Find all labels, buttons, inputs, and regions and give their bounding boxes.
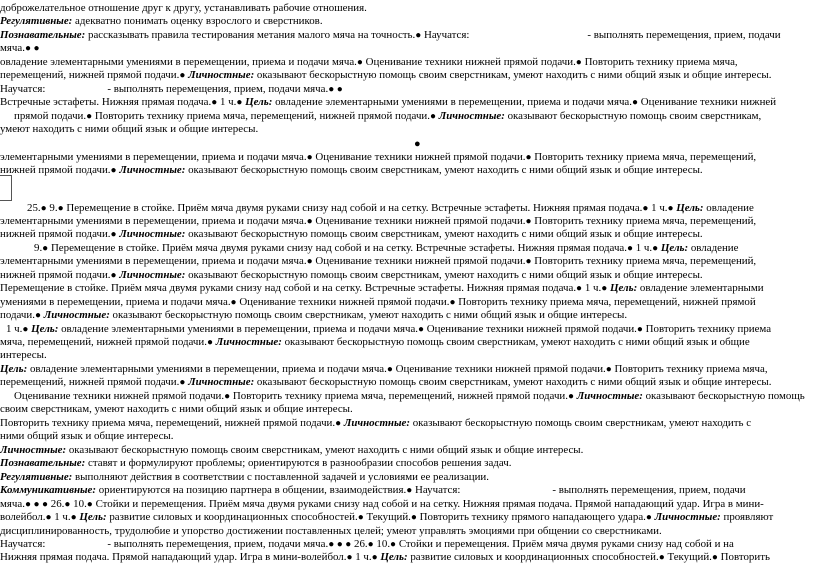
text-run: ориентируются на позицию партнера в общении, взаимодействия. xyxy=(96,484,407,496)
text-run: перемещений, нижней прямой подачи. xyxy=(0,376,180,388)
text-run: оказывают бескорыстную помощь своим сверстникам, умеют находить с ними общий язык и общие интересы. xyxy=(185,164,703,176)
text-run: оказывают бескорыстную помощь своим сверстникам, умеют находить с ними общий язык и общие xyxy=(281,336,750,348)
bullet-mark: ● xyxy=(236,97,243,108)
text-run: Повторить технику приема мяча, xyxy=(611,363,768,375)
text-line xyxy=(0,2,816,15)
bold-italic-label: Личностные: xyxy=(119,228,186,240)
text-run: Повторить технику приема мяча, перемещений, нижней прямой подачи. xyxy=(92,110,430,122)
bullet-mark: ● xyxy=(86,499,93,510)
bold-italic-label: Регулятивные: xyxy=(0,471,73,483)
text-run: Оценивание техники нижней прямой подачи. xyxy=(236,296,450,308)
bullet-mark: ● xyxy=(110,165,117,176)
text-line xyxy=(0,83,816,96)
bullet-mark: ● xyxy=(306,216,313,227)
bullet-mark: ● xyxy=(346,552,353,563)
bullet-mark: ● xyxy=(70,512,77,523)
text-run: проявляют xyxy=(720,511,774,523)
empty-table-cell xyxy=(0,175,12,201)
text-run: Оценивание техники нижней прямой подачи. xyxy=(14,390,225,402)
text-line xyxy=(0,430,816,443)
bullet-mark: ● xyxy=(45,512,52,523)
bullet-mark: ● xyxy=(525,256,532,267)
text-run: Повторить технику прямого нападающего удара. xyxy=(416,511,646,523)
text-run: оказывают бескорыстную помощь своим сверстникам, xyxy=(504,110,762,122)
bullet-mark: ● xyxy=(601,283,608,294)
text-run: мяча. xyxy=(0,498,25,510)
bold-italic-label: Личностные: xyxy=(0,444,67,456)
text-run: Научатся: xyxy=(421,29,470,41)
bullet-mark: ● xyxy=(626,243,634,254)
text-run: развитие силовых и координационных способностей. xyxy=(407,551,659,563)
text-line xyxy=(0,151,816,164)
text-run: оказывают бескорыстную помощь своим сверстникам, умеют находить с ними общий язык и общие интересы. xyxy=(185,269,703,281)
text-run: Научатся: xyxy=(0,83,46,95)
text-run: мяча, перемещений, нижней прямой подачи. xyxy=(0,336,207,348)
text-line xyxy=(0,511,816,524)
text-run: Оценивание техники нижней прямой подачи. xyxy=(312,151,526,163)
bullet-mark: ● ● ● xyxy=(328,539,352,550)
text-run: Оценивание техники нижней прямой подачи. xyxy=(392,363,606,375)
text-run: дисциплинированность, трудолюбие и упорство достижении поставленных целей; умеют управлять эмоциями при общении со сверстниками. xyxy=(0,525,662,537)
bullet-mark: ● xyxy=(306,256,313,267)
bullet-mark: ● xyxy=(224,391,231,402)
text-run: Повторить технику приема мяча, перемещений, xyxy=(531,151,757,163)
text-run: Повторить технику приема мяча, xyxy=(581,56,738,68)
bullet-mark: ● xyxy=(605,364,612,375)
text-run: - выполнять перемещения, прием, подачи xyxy=(587,29,781,41)
bullet-mark: ● xyxy=(64,499,71,510)
text-run: ставят и формулируют проблемы; ориентируются в разнообразии способов решения задач. xyxy=(85,457,512,469)
text-line xyxy=(0,336,816,349)
bullet-mark: ● xyxy=(390,539,397,550)
bold-italic-label: Личностные: xyxy=(438,110,505,122)
bullet-mark: ● xyxy=(632,97,639,108)
bullet-mark: ● xyxy=(386,364,393,375)
text-run: - выполнять перемещения, прием, подачи xyxy=(552,484,746,496)
text-run: Перемещение в стойке. Приём мяча двумя руками снизу над собой и на сетку. Встречные эстафеты. Нижняя прямая подача. xyxy=(48,242,627,254)
text-run: Повторить технику приема мяча, перемещений, нижней прямой подачи. xyxy=(230,390,568,402)
bold-italic-label: Цель: xyxy=(676,202,704,214)
text-run: Повторить технику приема xyxy=(642,323,772,335)
text-line xyxy=(0,164,816,177)
text-line xyxy=(0,242,816,255)
bullet-mark: ● xyxy=(410,512,417,523)
text-run: Стойки и перемещения. Приём мяча двумя руками снизу над собой и на сетку. Нижняя прямая подача. Прямой нападающий удар. Игра в мини- xyxy=(92,498,764,510)
text-run: - выполнять перемещения, прием, подачи мяча. xyxy=(107,83,329,95)
bullet-mark: ● xyxy=(179,377,186,388)
text-line xyxy=(0,228,816,241)
text-line xyxy=(0,96,816,109)
bullet-mark: ● xyxy=(357,512,364,523)
text-run: 1 ч. xyxy=(582,282,602,294)
bold-italic-label: Личностные: xyxy=(188,376,255,388)
bullet-mark: ● xyxy=(525,152,532,163)
text-run: оказывают бескорыстную помощь своим сверстникам, умеют находить с ними общий язык и общие интересы. xyxy=(254,376,772,388)
bold-italic-label: Коммуникативные: xyxy=(0,484,97,496)
text-run: 26. xyxy=(351,538,368,550)
text-run: своим сверстникам, умеют находить с ними общий язык и общие интересы. xyxy=(0,403,353,415)
text-line xyxy=(0,282,816,295)
text-run: овладение элементарными умениями в перемещении, приема и подачи мяча. xyxy=(58,323,419,335)
text-run: развитие силовых и координационных способностей. xyxy=(106,511,358,523)
text-run: 10. xyxy=(373,538,391,550)
text-run: оказывают бескорыстную помощь xyxy=(642,390,805,402)
text-run: адекватно понимать оценку взрослого и сверстников. xyxy=(72,15,323,27)
text-run: интересы. xyxy=(0,349,47,361)
bullet-mark: ● xyxy=(22,324,29,335)
bullet-mark: ● xyxy=(335,418,342,429)
bullet-mark: ● xyxy=(230,297,237,308)
text-run: овладение элементарными xyxy=(637,282,764,294)
text-line xyxy=(0,484,816,497)
text-line xyxy=(0,296,816,309)
bullet-mark: ● xyxy=(711,552,718,563)
text-run: Повторить технику приема мяча, перемещений, нижней прямой xyxy=(455,296,756,308)
text-run: овладение элементарными умениями в перемещении, приема и подачи мяча. xyxy=(272,96,632,108)
text-run: 1 ч. xyxy=(6,323,23,335)
bullet-mark: ● xyxy=(57,203,64,214)
text-line xyxy=(0,417,816,430)
text-line xyxy=(0,29,816,42)
text-run: 10. xyxy=(70,498,87,510)
text-line xyxy=(0,269,816,282)
text-run: Стойки и перемещения. Приём мяча двумя руками снизу над собой и на xyxy=(396,538,734,550)
text-run: овладение xyxy=(688,242,739,254)
text-run: Оценивание техники нижней прямой подачи. xyxy=(312,255,526,267)
bullet-mark: ● xyxy=(415,30,422,41)
bullet-mark: ● xyxy=(418,324,425,335)
text-run: Нижняя прямая подача. Прямой нападающий удар. Игра в мини-волейбол. xyxy=(0,551,347,563)
text-run: 1 ч. xyxy=(352,551,372,563)
text-run: оказывают бескорыстную помощь своим сверстникам, умеют находить с ними общий язык и общие интересы. xyxy=(66,444,584,456)
text-line xyxy=(0,457,816,470)
text-run: нижней прямой подачи. xyxy=(0,164,111,176)
text-line xyxy=(0,376,816,389)
bold-italic-label: Цель: xyxy=(0,363,28,375)
text-run: умениями в перемещении, приема и подачи мяча. xyxy=(0,296,231,308)
text-run: Оценивание техники нижней прямой подачи. xyxy=(312,215,526,227)
bullet-mark: ● xyxy=(110,270,117,281)
text-line xyxy=(0,123,816,136)
bold-italic-label: Личностные: xyxy=(119,269,186,281)
bullet-mark: ● xyxy=(211,97,218,108)
text-run: нижней прямой подачи. xyxy=(0,269,111,281)
bold-italic-label: Цель: xyxy=(79,511,107,523)
text-run: мяча. xyxy=(0,42,25,54)
text-line xyxy=(0,309,816,322)
bullet-mark: ● xyxy=(652,243,659,254)
bullet-mark: ● xyxy=(40,203,47,214)
bullet-mark: ● ● xyxy=(24,43,40,54)
bullet-mark: ● xyxy=(568,391,575,402)
text-run: Текущий. xyxy=(363,511,411,523)
text-line xyxy=(0,390,816,403)
bullet-mark: ● xyxy=(645,512,652,523)
text-run: Оценивание техники нижней xyxy=(638,96,777,108)
text-run: 1 ч. xyxy=(217,96,237,108)
text-run: подачи. xyxy=(0,309,35,321)
text-run: Текущий. xyxy=(664,551,712,563)
bold-italic-label: Личностные: xyxy=(188,69,255,81)
text-run: волейбол. xyxy=(0,511,46,523)
bullet-mark: ● xyxy=(42,243,49,254)
text-run: 1 ч. xyxy=(648,202,668,214)
text-run: Повторить технику приема мяча, перемещений, xyxy=(531,215,757,227)
text-run: овладение элементарными умениями в перемещении, приема и подачи мяча. xyxy=(27,363,387,375)
text-run: элементарными умениями в перемещении, приема и подачи мяча. xyxy=(0,215,307,227)
text-run: 9. xyxy=(46,202,58,214)
text-run: Повторить технику приема мяча, перемещений, нижней прямой подачи. xyxy=(0,417,336,429)
text-run: нижней прямой подачи. xyxy=(0,228,111,240)
bullet-mark: ● xyxy=(356,57,363,68)
bullet-mark: ● ● ● xyxy=(24,499,49,510)
text-line xyxy=(0,15,816,28)
text-run: 25. xyxy=(27,202,41,214)
bold-italic-label: Личностные: xyxy=(43,309,110,321)
bullet-mark: ● xyxy=(371,552,378,563)
bold-italic-label: Регулятивные: xyxy=(0,15,73,27)
bold-italic-label: Цель: xyxy=(660,242,689,254)
text-line xyxy=(0,363,816,376)
bullet-mark: ● xyxy=(34,310,41,321)
bullet-mark: ● xyxy=(642,203,649,214)
bullet-mark: ● xyxy=(658,552,665,563)
text-run: 1 ч. xyxy=(633,242,653,254)
bold-italic-label: Цель: xyxy=(609,282,638,294)
bullet-mark: ● xyxy=(206,337,214,348)
text-run: Повторить xyxy=(717,551,770,563)
text-run: Перемещение в стойке. Приём мяча двумя руками снизу над собой и на сетку. Встречные эстафеты. Нижняя прямая подача. xyxy=(0,282,577,294)
bold-italic-label: Личностные: xyxy=(576,390,643,402)
bullet-mark: ● xyxy=(429,111,437,122)
text-run: прямой подачи. xyxy=(14,110,87,122)
bullet-mark: ● xyxy=(667,203,674,214)
bullet-mark: ● xyxy=(367,539,374,550)
text-run: Научатся: xyxy=(412,484,461,496)
text-run: ними общий язык и общие интересы. xyxy=(0,430,174,442)
bullet-mark: ● ● xyxy=(328,84,343,95)
bold-italic-label: Личностные: xyxy=(119,164,186,176)
text-line xyxy=(0,255,816,268)
text-run: 9. xyxy=(34,242,43,254)
bullet-mark: ● xyxy=(449,297,456,308)
text-run: оказывают бескорыстную помощь своим сверстникам, умеют находить с xyxy=(409,417,752,429)
text-run: элементарными умениями в перемещении, приема и подачи мяча. xyxy=(0,151,307,163)
text-run: доброжелательное отношение друг к другу, устанавливать рабочие отношения. xyxy=(0,2,367,14)
text-run: Повторить технику приема мяча, перемещений, xyxy=(531,255,757,267)
text-run: Научатся: xyxy=(0,538,46,550)
text-run: Оценивание техники нижней прямой подачи. xyxy=(424,323,637,335)
text-line xyxy=(0,110,816,123)
bullet-mark: ● xyxy=(306,152,313,163)
bold-italic-label: Личностные: xyxy=(215,336,282,348)
bullet-mark: ● xyxy=(86,111,93,122)
text-run: овладение элементарными умениями в перемещении, приема и подачи мяча. xyxy=(0,56,357,68)
text-run: оказывают бескорыстную помощь своим сверстникам, умеют находить с ними общий язык и общие интересы. xyxy=(109,309,628,321)
bold-italic-label: Познавательные: xyxy=(0,457,86,469)
text-line xyxy=(0,538,816,551)
text-run: выполняют действия в соответствии с поставленной задачей и условиями ее реализации. xyxy=(72,471,489,483)
bold-italic-label: Познавательные: xyxy=(0,29,86,41)
bullet-mark: ● xyxy=(525,216,532,227)
text-run: Перемещение в стойке. Приём мяча двумя руками снизу над собой и на сетку. Встречные эстафеты. Нижняя прямая подача. xyxy=(63,202,643,214)
bullet-mark: ● xyxy=(110,229,117,240)
text-run: оказывают бескорыстную помощь своим сверстникам, умеют находить с ними общий язык и общие интересы. xyxy=(185,228,703,240)
bullet-mark: ● xyxy=(636,324,643,335)
text-line xyxy=(0,42,816,55)
text-run: 26. xyxy=(48,498,65,510)
bold-italic-label: Цель: xyxy=(31,323,59,335)
text-line xyxy=(0,403,816,416)
text-run: - выполнять перемещения, прием, подачи мяча. xyxy=(107,538,329,550)
bullet-mark: ● xyxy=(576,283,583,294)
bold-italic-label: Цель: xyxy=(380,551,408,563)
text-line xyxy=(0,202,816,215)
text-line xyxy=(0,525,816,538)
text-run: овладение xyxy=(703,202,754,214)
text-run: перемещений, нижней прямой подачи. xyxy=(0,69,180,81)
bullet-mark: ● xyxy=(575,57,582,68)
bold-italic-label: Цель: xyxy=(245,96,273,108)
text-line xyxy=(0,498,816,511)
bold-italic-label: Личностные: xyxy=(343,417,410,429)
text-run: элементарными умениями в перемещении, приема и подачи мяча. xyxy=(0,255,307,267)
text-run: умеют находить с ними общий язык и общие интересы. xyxy=(0,123,259,135)
text-run: рассказывать правила тестирования метания малого мяча на точность. xyxy=(85,29,416,41)
bullet-mark: ● xyxy=(406,485,413,496)
text-line xyxy=(0,551,816,564)
bullet-mark: ● xyxy=(179,70,186,81)
text-run: Встречные эстафеты. Нижняя прямая подача. xyxy=(0,96,212,108)
text-run: оказывают бескорыстную помощь своим сверстникам, умеют находить с ними общий язык и общие интересы. xyxy=(254,69,772,81)
text-line xyxy=(0,215,816,228)
text-line xyxy=(0,56,816,69)
bullet-mark: ● xyxy=(414,138,421,150)
text-run: Оценивание техники нижней прямой подачи. xyxy=(362,56,576,68)
text-line xyxy=(0,444,816,457)
text-line xyxy=(0,323,816,336)
text-run: 1 ч. xyxy=(51,511,71,523)
text-line xyxy=(0,69,816,82)
text-line xyxy=(0,471,816,484)
text-line xyxy=(0,349,816,362)
bold-italic-label: Личностные: xyxy=(654,511,721,523)
